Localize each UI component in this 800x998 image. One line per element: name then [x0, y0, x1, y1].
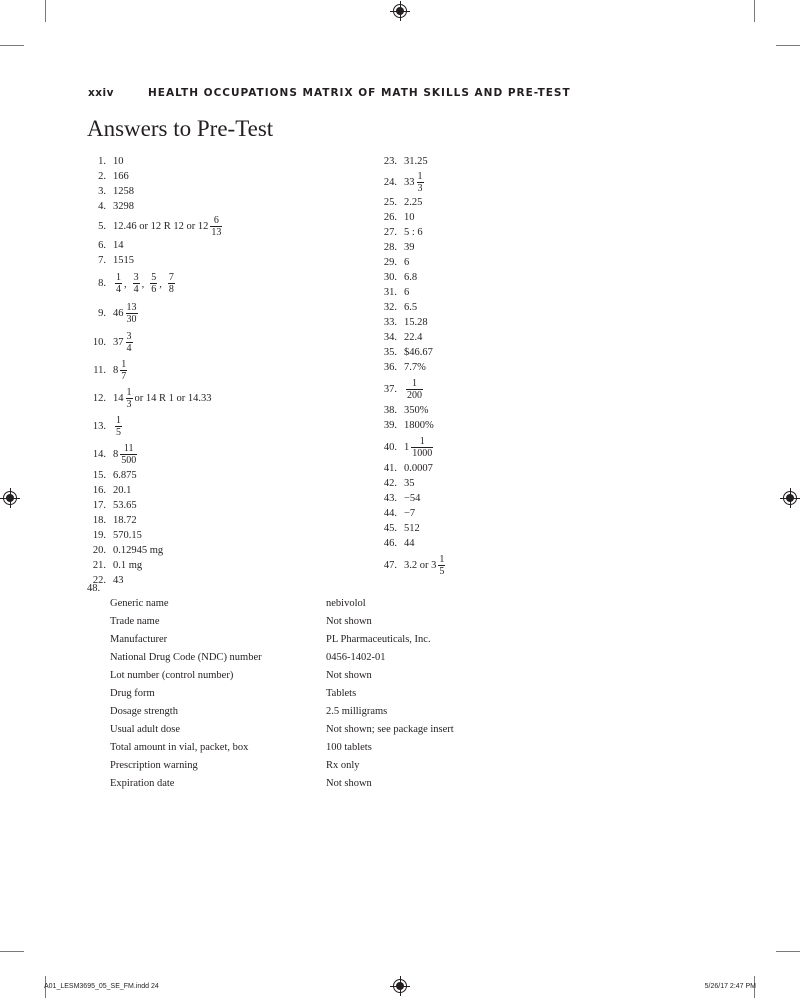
- table-row: National Drug Code (NDC) number 0456-1402-01: [110, 651, 386, 663]
- answer-31: 31. 6: [383, 287, 410, 298]
- table-row: Prescription warning Rx only: [110, 759, 360, 771]
- crop-mark: [0, 951, 24, 952]
- answer-14: 14. 8 $\frac{11}{500}$: [92, 442, 137, 466]
- answer-38: 38. 350%: [383, 405, 429, 416]
- fraction: $\frac{6}{13}$: [211, 214, 222, 238]
- answer-43: 43. −54: [383, 493, 421, 504]
- fraction: $\frac{1}{5}$: [439, 553, 445, 577]
- table-row: Trade name Not shown: [110, 615, 372, 627]
- answer-35: 35. $46.67: [383, 347, 433, 358]
- answer-27: 27. 5 : 6: [383, 227, 423, 238]
- fraction: $\frac{7}{8}$: [168, 271, 174, 295]
- answer-44: 44. −7: [383, 508, 416, 519]
- answer-19: 19. 570.15: [92, 530, 142, 541]
- answer-34: 34. 22.4: [383, 332, 423, 343]
- answer-46: 46. 44: [383, 538, 415, 549]
- answer-4: 4. 3298: [98, 201, 134, 212]
- answer-10: 10. 37 $\frac{3}{4}$: [92, 330, 132, 354]
- crop-mark: [45, 0, 46, 22]
- registration-mark-icon: [393, 4, 407, 18]
- table-row: Lot number (control number) Not shown: [110, 669, 372, 681]
- answer-32: 32. 6.5: [383, 302, 418, 313]
- answer-24: 24. 33 $\frac{1}{3}$: [383, 170, 423, 194]
- fraction: $\frac{3}{4}$: [126, 330, 132, 354]
- answer-29: 29. 6: [383, 257, 410, 268]
- running-head: [88, 87, 571, 99]
- answer-25: 25. 2.25: [383, 197, 423, 208]
- answer-26: 26. 10: [383, 212, 415, 223]
- answers-right-column: [375, 154, 635, 579]
- answer-22: 22. 43: [92, 575, 124, 586]
- table-row: Manufacturer PL Pharmaceuticals, Inc.: [110, 633, 431, 645]
- answer-7: 7. 1515: [98, 255, 134, 266]
- fraction: $\frac{5}{6}$: [151, 271, 157, 295]
- answer-18: 18. 18.72: [92, 515, 137, 526]
- answer-23: 23. 31.25: [383, 156, 428, 167]
- answer-11: 11. 8 $\frac{1}{7}$: [93, 358, 127, 382]
- fraction: $\frac{3}{4}$: [133, 271, 139, 295]
- table-row: Usual adult dose Not shown; see package insert: [110, 723, 454, 735]
- table-row: Expiration date Not shown: [110, 777, 372, 789]
- answer-15: 15. 6.875: [92, 470, 137, 481]
- table-row: Dosage strength 2.5 milligrams: [110, 705, 388, 717]
- table-row: Drug form Tablets: [110, 687, 357, 699]
- answer-40: 40. 1 $\frac{1}{1000}$: [383, 435, 433, 459]
- answer-41: 41. 0.0007: [383, 463, 433, 474]
- running-head-title: HEALTH OCCUPATIONS MATRIX OF MATH SKILLS AND PRE-TEST: [148, 87, 571, 99]
- fraction: $\frac{1}{200}$: [407, 377, 422, 401]
- answer-6: 6. 14: [98, 240, 124, 251]
- answer-13: 13. $\frac{1}{5}$: [92, 414, 121, 438]
- drug-label-table: [110, 594, 454, 792]
- answer-42: 42. 35: [383, 478, 415, 489]
- table-row: Total amount in vial, packet, box 100 tablets: [110, 741, 372, 753]
- table-row: Generic name nebivolol: [110, 597, 366, 609]
- page-title: Answers to Pre-Test: [87, 116, 274, 141]
- answer-17: 17. 53.65: [92, 500, 137, 511]
- answer-21: 21. 0.1 mg: [92, 560, 143, 571]
- fraction: $\frac{13}{30}$: [126, 301, 137, 325]
- answer-48-number: 48.: [87, 583, 101, 594]
- fraction: $\frac{1}{7}$: [121, 358, 127, 382]
- answer-12: 12. 14 $\frac{1}{3}$ or 14 R 1 or 14.33: [92, 386, 212, 410]
- answer-33: 33. 15.28: [383, 317, 428, 328]
- answer-30: 30. 6.8: [383, 272, 418, 283]
- slug-file-name: A01_LESM3695_05_SE_FM.indd 24: [44, 983, 159, 990]
- registration-mark-icon: [3, 491, 17, 505]
- answer-5: 5. 12.46 or 12 R 12 or 12 $\frac{6}{13}$: [98, 214, 222, 238]
- answer-3: 3. 1258: [98, 186, 134, 197]
- answer-39: 39. 1800%: [383, 420, 434, 431]
- crop-mark: [776, 951, 800, 952]
- fraction: $\frac{1}{1000}$: [412, 435, 433, 459]
- answer-28: 28. 39: [383, 242, 415, 253]
- fraction: $\frac{1}{4}$: [116, 271, 121, 295]
- registration-mark-icon: [783, 491, 797, 505]
- answer-1: 1. 10: [98, 156, 124, 167]
- answers-left-column: [84, 154, 344, 588]
- crop-mark: [754, 0, 755, 22]
- crop-mark: [0, 45, 24, 46]
- answer-2: 2. 166: [98, 171, 129, 182]
- page-folio: xxiv: [88, 87, 114, 99]
- crop-mark: [776, 45, 800, 46]
- fraction: $\frac{11}{500}$: [121, 442, 137, 466]
- fraction: $\frac{1}{3}$: [126, 386, 132, 410]
- answer-45: 45. 512: [383, 523, 420, 534]
- answer-36: 36. 7.7%: [383, 362, 426, 373]
- registration-mark-icon: [393, 979, 407, 993]
- fraction: $\frac{1}{3}$: [417, 170, 423, 194]
- answer-47: 47. 3.2 or 3 $\frac{1}{5}$: [383, 553, 445, 577]
- answer-20: 20. 0.12945 mg: [92, 545, 164, 556]
- answer-37: 37. $\frac{1}{200}$: [383, 377, 422, 401]
- fraction: $\frac{1}{5}$: [116, 414, 121, 438]
- answer-16: 16. 20.1: [92, 485, 132, 496]
- answer-8: 8. $\frac{1}{4}$ , $\frac{3}{4}$ , $\frac{5}{6}$ , $\frac{7}{8}$: [98, 271, 174, 295]
- answer-9: 9. 46 $\frac{13}{30}$: [98, 301, 137, 325]
- slug-timestamp: 5/26/17 2:47 PM: [704, 983, 756, 990]
